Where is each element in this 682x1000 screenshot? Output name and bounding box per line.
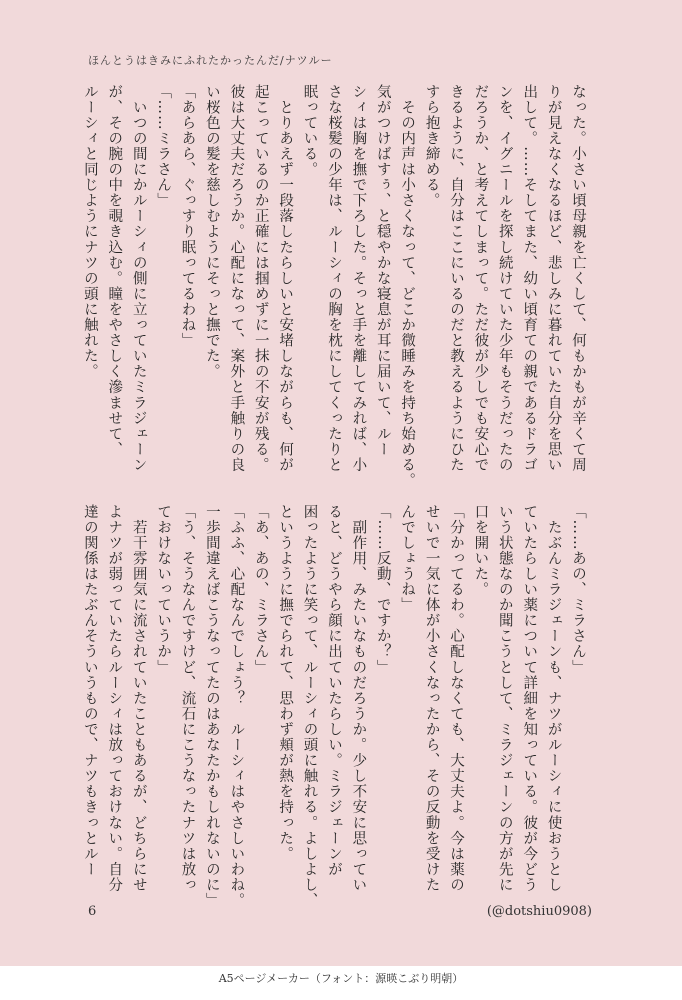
- text-line: 「ふふ、心配なんでしょう？ ルーシィはやさしいわね。: [228, 504, 245, 909]
- text-line: 若干雰囲気に流されていたこともあるが、どちらにせ: [130, 504, 147, 893]
- text-line: ルーシィと同じようにナツの頭に触れた。: [81, 84, 98, 380]
- text-line: その内声は小さくなって、どこか微睡みを持ち始める。: [399, 84, 416, 489]
- text-line: とりあえず一段落したらしいと安堵しながらも、何が: [277, 84, 294, 473]
- text-line: 一歩間違えばこうなってたのはあなたかもしれないのに」: [203, 504, 220, 909]
- text-line: さな桜髪の少年は、ルーシィの胸を枕にしてくったりと: [325, 84, 342, 473]
- text-line: 彼は大丈夫だろうか。心配になって、案外と手触りの良: [228, 84, 245, 473]
- text-line: 起こっているのか正確には掴めずに一抹の不安が残る。: [252, 84, 269, 473]
- text-line: ておけないっていうか」: [155, 504, 172, 676]
- text-line: たぶんミラジェーンも、ナツがルーシィに使おうとし: [545, 504, 562, 893]
- text-line: 副作用、みたいなものだろうか。少し不安に思ってい: [350, 504, 367, 893]
- text-line: 眠っている。: [301, 84, 318, 178]
- text-line: だろうか、と考えてしまって。ただ彼が少しでも安心で: [472, 84, 489, 473]
- author-handle: (@dotshiu0908): [486, 904, 592, 919]
- text-line: なった。小さい頃母親を亡くして、何もかもが辛くて周: [570, 84, 586, 473]
- bottom-text-block: [77, 504, 590, 909]
- text-line: いう状態なのか聞こうとして、ミラジェーンの方が先に: [496, 504, 513, 893]
- text-line: んでしょうね」: [399, 504, 416, 613]
- text-line: 気がつけばすぅ、と穏やかな寝息が耳に届いて、ルー: [374, 84, 391, 458]
- footer-caption: A5ページメーカー（フォント：源暎こぶり明朝）: [218, 972, 464, 985]
- text-line: 「あらあら、ぐっすり眠ってるわね」: [179, 84, 196, 349]
- text-line: 出して。……そしてまた、幼い頃育ての親であるドラゴ: [521, 84, 538, 473]
- page-number: 6: [88, 904, 97, 919]
- running-header: ほんとうはきみにふれたかったんだ/ナツルー: [88, 54, 333, 67]
- text-line: 「あ、あの、ミラさん」: [252, 504, 269, 676]
- text-line: 達の関係はたぶんそういうもので、ナツもきっとルー: [81, 504, 98, 878]
- text-line: シィは胸を撫で下ろした。そっと手を離してみれば、小: [350, 84, 367, 473]
- text-line: ていたらしい薬について詳細を知っている。彼が今どう: [521, 504, 538, 893]
- text-line: 口を開いた。: [472, 504, 489, 598]
- text-line: すら抱き締める。: [423, 84, 440, 209]
- text-line: 「分かってるわ。心配しなくても、大丈夫よ。今は薬の: [447, 504, 464, 893]
- text-line: きるように、自分はここにいるのだと教えるようにひた: [447, 84, 464, 473]
- text-line: い桜色の髪を慈しむようにそっと撫でた。: [203, 84, 220, 380]
- text-line: よナツが弱っていたらルーシィは放っておけない。自分: [106, 504, 123, 893]
- text-line: 「……あの、ミラさん」: [570, 504, 586, 676]
- text-line: 「……ミラさん」: [155, 84, 172, 209]
- text-line: ると、どうやら顔に出ていたらしい。ミラジェーンが: [325, 504, 342, 878]
- text-line: りが見えなくなるほど、悲しみに暮れていた自分を思い: [545, 84, 562, 473]
- text-line: というように撫でられて、思わず頬が熱を持った。: [277, 504, 294, 862]
- text-line: ンを、イグニールを探し続けていた少年もそうだったの: [496, 84, 513, 473]
- text-line: が、その腕の中を覗き込む。瞳をやさしく滲ませて、: [106, 84, 123, 458]
- text-line: 困ったように笑って、ルーシィの頭に触れる。よしよし、: [301, 504, 318, 909]
- text-line: 「……反動、ですか？」: [374, 504, 391, 676]
- top-text-block: [77, 84, 590, 489]
- text-line: せいで一気に体が小さくなったから、その反動を受けた: [423, 504, 440, 893]
- text-line: いつの間にかルーシィの側に立っていたミラジェーン: [130, 84, 147, 473]
- text-line: 「う、そうなんですけど、流石にこうなったナツは放っ: [179, 504, 196, 893]
